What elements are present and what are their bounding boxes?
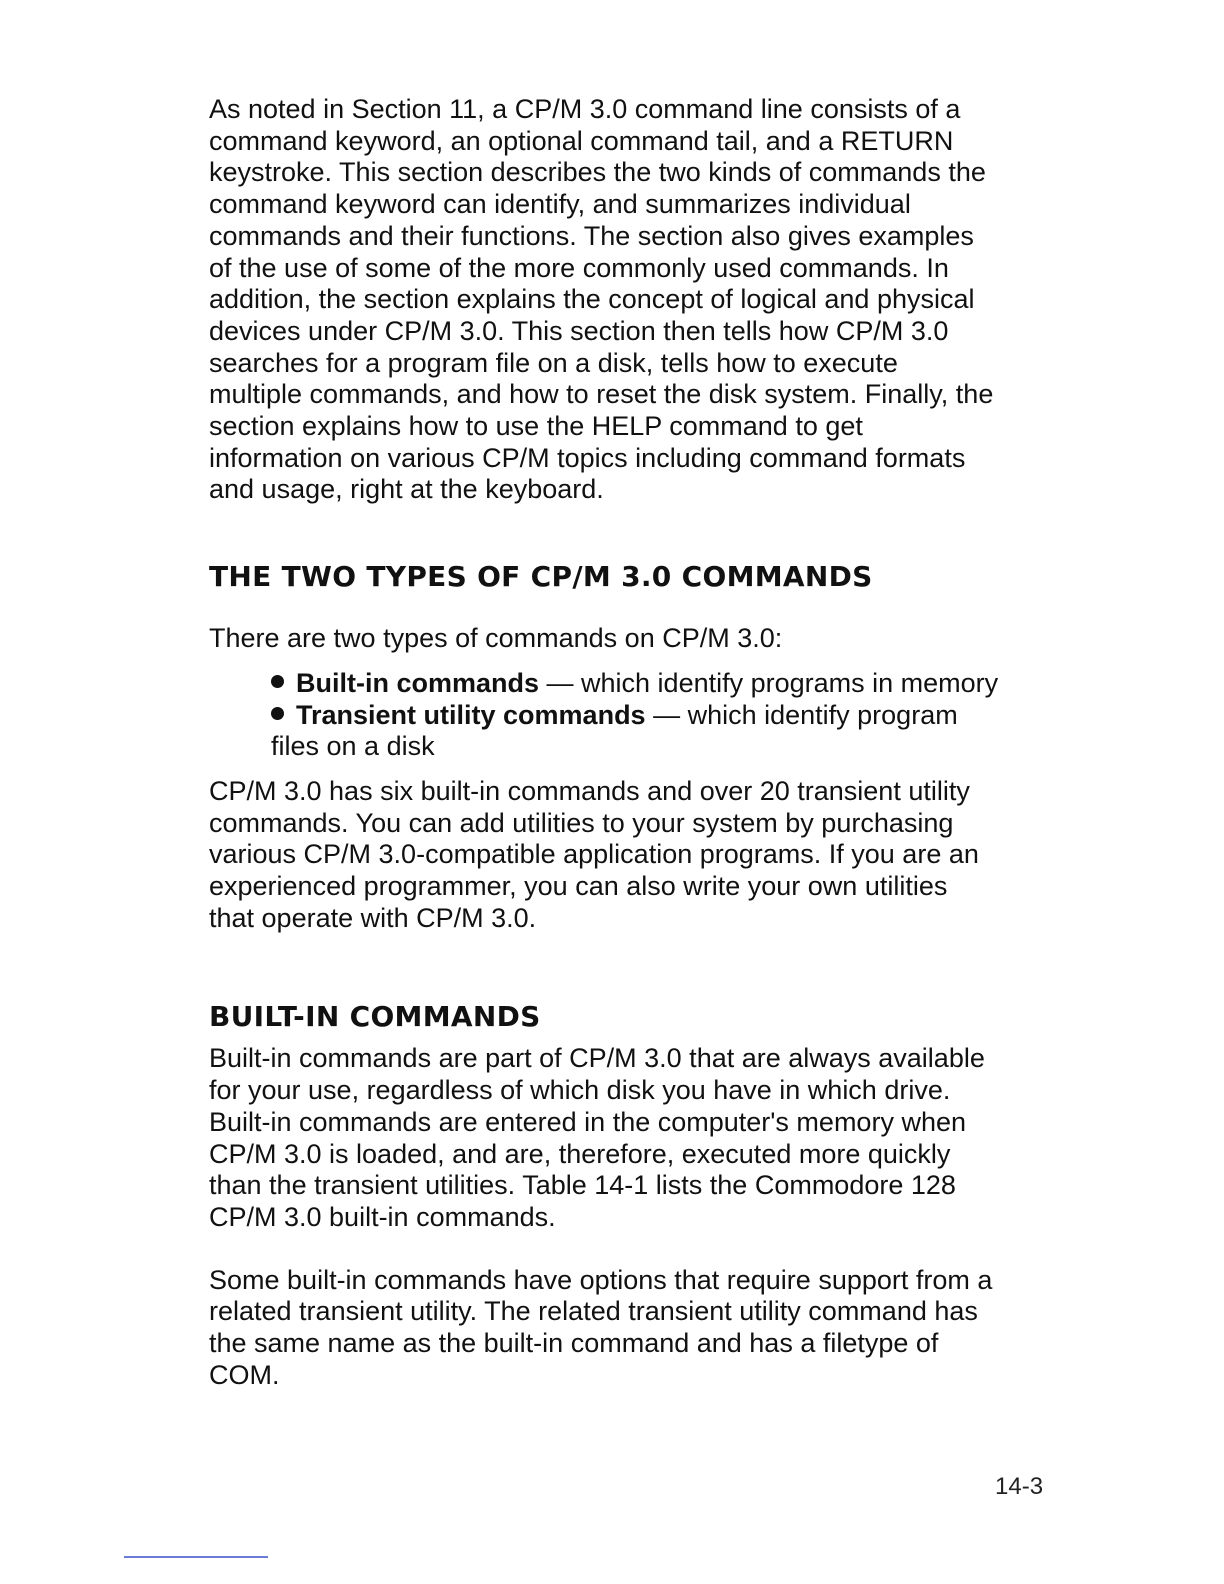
bullet-icon: [271, 675, 284, 688]
builtin-options-paragraph: Some built-in commands have options that require support from a related transient utility. The related transient utility command has the same name as the built-in command and has a filetype of COM.: [209, 1264, 993, 1390]
list-item: [271, 668, 1059, 700]
page-number: 14-3: [995, 1473, 1044, 1500]
footer-divider: [124, 1556, 268, 1558]
bullet-term-transient: Transient utility commands: [296, 699, 646, 730]
section-heading-command-types: THE TWO TYPES OF CP/M 3.0 COMMANDS: [209, 560, 873, 594]
section-heading-builtin: BUILT-IN COMMANDS: [209, 1000, 541, 1034]
document-page: [209, 94, 1059, 1392]
bullet-term-builtin: Built-in commands: [296, 667, 540, 698]
command-types-intro: There are two types of commands on CP/M 3.0:: [209, 623, 783, 654]
list-item: [271, 700, 1059, 763]
command-counts-paragraph: CP/M 3.0 has six built-in commands and over 20 transient utility commands. You can add utilities to your system by purchasing various CP/M 3.0-compatible application programs. If you are an experienced programmer, you can also write your own utilities that operate with CP/M 3.0.: [209, 775, 979, 933]
bullet-desc-builtin: — which identify programs in memory: [539, 667, 999, 698]
builtin-description-paragraph: Built-in commands are part of CP/M 3.0 that are always available for your use, regardless of which disk you have in which drive. Built-in commands are entered in the computer's memory when CP/M 3.0 is loaded, and are, therefore, executed more quickly than the transient utilities. Table 14-1 lists the Commodore 128 CP/M 3.0 built-in commands.: [209, 1043, 985, 1232]
command-types-list: [271, 668, 1059, 763]
bullet-desc-transient: — which identify program files on a disk: [271, 699, 958, 762]
intro-paragraph: As noted in Section 11, a CP/M 3.0 command line consists of a command keyword, an optional command tail, and a RETURN keystroke. This section describes the two kinds of commands the command keyword can identify, and summarizes individual commands and their functions. The section also gives examples of the use of some of the more commonly used commands. In addition, the section explains the concept of logical and physical devices under CP/M 3.0. This section then tells how CP/M 3.0 searches for a program file on a disk, tells how to execute multiple commands, and how to reset the disk system. Finally, the section explains how to use the HELP command to get information on various CP/M topics including command formats and usage, right at the keyboard.: [209, 94, 994, 505]
bullet-icon: [271, 707, 284, 720]
